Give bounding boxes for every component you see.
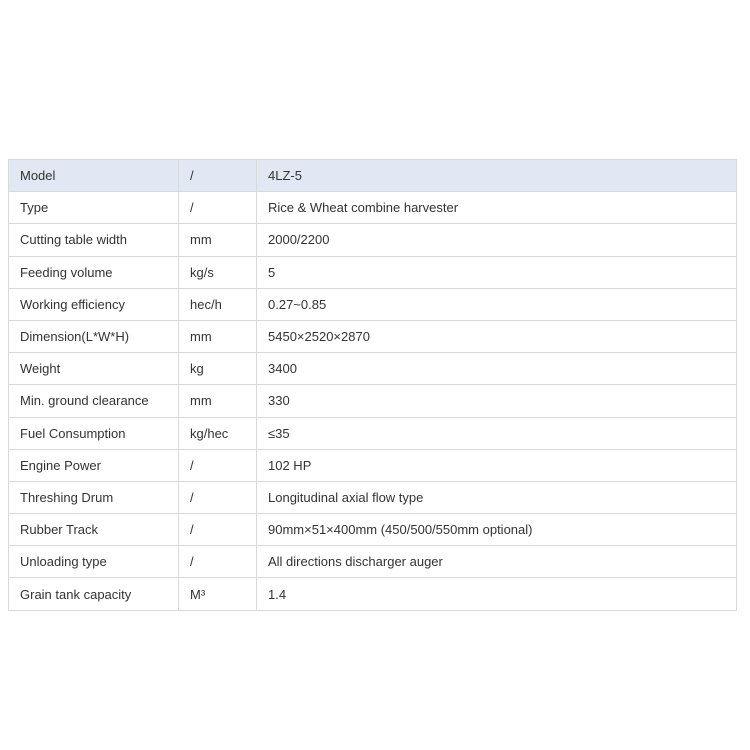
table-row (9, 546, 737, 578)
unit-cell: / (179, 192, 257, 224)
value-cell: 90mm×51×400mm (450/500/550mm optional) (257, 514, 737, 546)
unit-cell: mm (179, 320, 257, 352)
value-cell: 2000/2200 (257, 224, 737, 256)
value-cell: Rice & Wheat combine harvester (257, 192, 737, 224)
param-cell: Type (9, 192, 179, 224)
table-row (9, 353, 737, 385)
unit-cell: / (179, 449, 257, 481)
unit-cell: / (179, 546, 257, 578)
unit-cell: kg/s (179, 256, 257, 288)
table-row (9, 514, 737, 546)
value-cell: All directions discharger auger (257, 546, 737, 578)
param-cell: Dimension(L*W*H) (9, 320, 179, 352)
spec-table (8, 159, 737, 611)
table-header-row (9, 160, 737, 192)
value-cell: 4LZ-5 (257, 160, 737, 192)
table-row (9, 224, 737, 256)
table-row (9, 481, 737, 513)
unit-cell: kg/hec (179, 417, 257, 449)
value-cell: 1.4 (257, 578, 737, 610)
param-cell: Fuel Consumption (9, 417, 179, 449)
table-row (9, 385, 737, 417)
param-cell: Rubber Track (9, 514, 179, 546)
value-cell: 102 HP (257, 449, 737, 481)
table-row (9, 256, 737, 288)
table-row (9, 449, 737, 481)
param-cell: Threshing Drum (9, 481, 179, 513)
unit-cell: mm (179, 224, 257, 256)
value-cell: 5450×2520×2870 (257, 320, 737, 352)
param-cell: Grain tank capacity (9, 578, 179, 610)
unit-cell: / (179, 160, 257, 192)
unit-cell: kg (179, 353, 257, 385)
param-cell: Min. ground clearance (9, 385, 179, 417)
value-cell: 0.27~0.85 (257, 288, 737, 320)
param-cell: Feeding volume (9, 256, 179, 288)
param-cell: Engine Power (9, 449, 179, 481)
param-cell: Working efficiency (9, 288, 179, 320)
unit-cell: mm (179, 385, 257, 417)
table-row (9, 320, 737, 352)
table-row (9, 578, 737, 610)
param-cell: Model (9, 160, 179, 192)
spec-table-body (9, 160, 737, 611)
table-row (9, 288, 737, 320)
value-cell: 330 (257, 385, 737, 417)
param-cell: Cutting table width (9, 224, 179, 256)
table-row (9, 417, 737, 449)
unit-cell: / (179, 514, 257, 546)
value-cell: ≤35 (257, 417, 737, 449)
param-cell: Unloading type (9, 546, 179, 578)
param-cell: Weight (9, 353, 179, 385)
table-row (9, 192, 737, 224)
value-cell: 3400 (257, 353, 737, 385)
value-cell: 5 (257, 256, 737, 288)
unit-cell: / (179, 481, 257, 513)
unit-cell: M³ (179, 578, 257, 610)
value-cell: Longitudinal axial flow type (257, 481, 737, 513)
unit-cell: hec/h (179, 288, 257, 320)
